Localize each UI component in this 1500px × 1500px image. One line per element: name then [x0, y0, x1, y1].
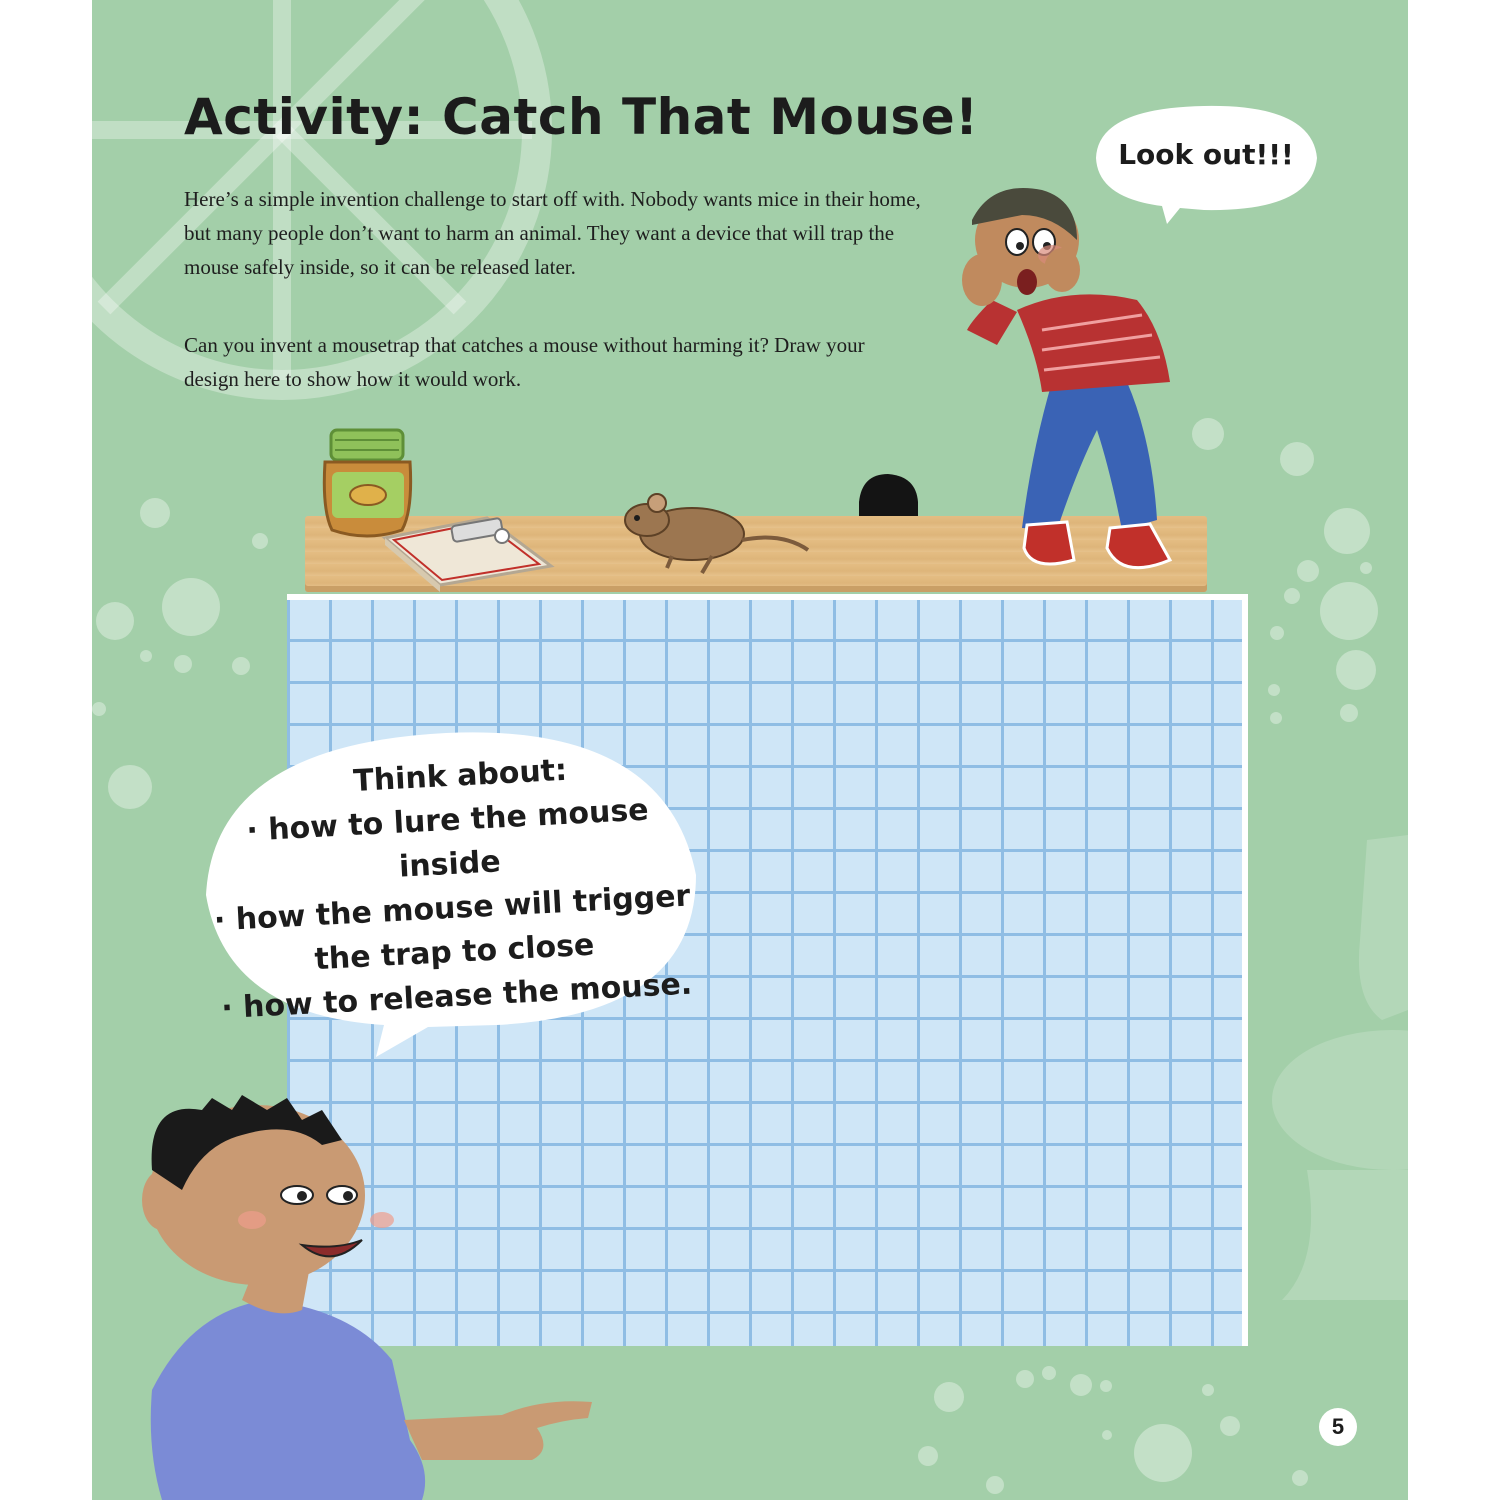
page-title: Activity: Catch That Mouse!	[184, 88, 979, 146]
look-out-text: Look out!!!	[1118, 138, 1294, 171]
page-number: 5	[1319, 1408, 1357, 1446]
think-about-title: Think about:	[352, 752, 568, 799]
think-about-content	[189, 742, 712, 1032]
list-item: · how to lure the mouse inside	[192, 786, 706, 901]
intro-paragraph: Here’s a simple invention challenge to start off with. Nobody wants mice in their home, but many people don’t want to harm an animal. They want a device that will trap the mouse safely inside, so it can be released later.	[184, 187, 921, 279]
list-item: · how to release the mouse.	[201, 962, 713, 1033]
prompt-paragraph: Can you invent a mousetrap that catches a mouse without harming it? Draw your design here to show how it would work.	[184, 333, 865, 391]
speech-bubble-look-out	[1092, 102, 1320, 216]
activity-page	[92, 0, 1408, 1500]
list-item: · how the mouse will trigger the trap to close	[196, 874, 710, 989]
speech-bubble-think-about	[196, 725, 706, 1060]
think-about-list	[192, 786, 713, 1032]
